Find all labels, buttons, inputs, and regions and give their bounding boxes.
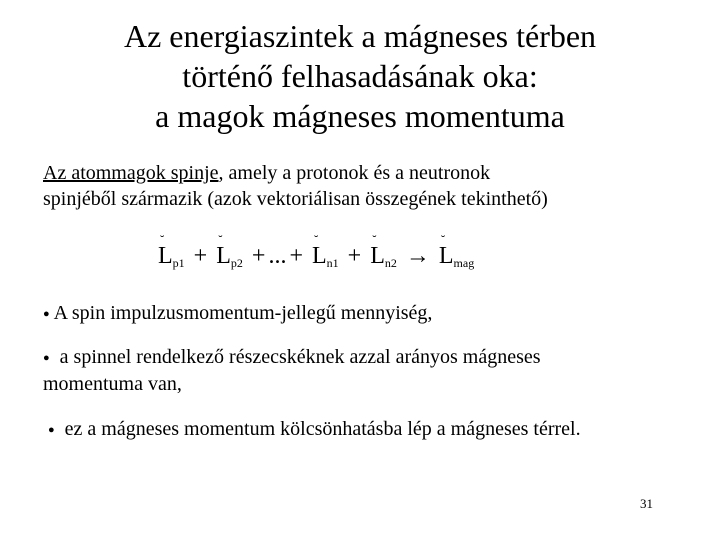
- vector-mark: ˘: [372, 232, 377, 247]
- vector-mark: ˘: [313, 232, 319, 247]
- vector-mark: ˘: [160, 232, 165, 247]
- plus-sign: +: [251, 243, 266, 269]
- intro-line-2: spinjéből származik (azok vektoriálisan összegének tekinthető): [43, 188, 548, 210]
- bullet-text-3: ez a mágneses momentum kölcsönhatásba lép a mágneses térrel.: [64, 418, 581, 440]
- vector-mark: ˘: [218, 232, 223, 247]
- vector-mark: ˘: [440, 232, 446, 247]
- term-l-p1: ˘ $L_{p1}$: [158, 232, 185, 270]
- bullet-item-3: [48, 416, 708, 443]
- plus-sign: +: [193, 243, 208, 269]
- bullet-dot-icon: ●: [43, 352, 50, 364]
- bullet-text-1: A spin impulzusmomentum-jellegű mennyiség,: [53, 302, 433, 324]
- title-line-3: a magok mágneses momentuma: [155, 98, 565, 134]
- page-number: 31: [640, 496, 653, 511]
- bullet-text-2-line-1: a spinnel rendelkező részecskéknek azzal arányos mágneses: [59, 346, 541, 368]
- bullet-dot-icon: ●: [48, 424, 55, 436]
- spin-sum-formula: [158, 232, 475, 281]
- arrow-icon: →: [405, 243, 430, 269]
- bullet-item-2: [43, 344, 703, 397]
- ellipsis: ...: [268, 243, 287, 269]
- intro-underlined-term: Az atommagok spinje: [43, 162, 219, 184]
- title-line-2: történő felhasadásának oka:: [182, 58, 538, 94]
- plus-sign: +: [289, 243, 303, 269]
- term-l-mag: ˘ $L_{mag}$: [438, 232, 475, 270]
- bullet-text-2-line-2: momentuma van,: [43, 373, 182, 395]
- slide-title: [40, 16, 680, 136]
- term-l-n2: ˘ $L_{n2}$: [370, 232, 397, 270]
- intro-paragraph: [43, 160, 703, 212]
- intro-text-rest: , amely a protonok és a neutronok: [218, 162, 491, 184]
- plus-sign: +: [347, 243, 362, 269]
- term-l-n1: ˘ $L_{n1}$: [311, 232, 339, 270]
- title-line-1: Az energiaszintek a mágneses térben: [123, 18, 597, 54]
- term-l-p2: ˘ $L_{p2}$: [216, 232, 243, 270]
- bullet-item-1: [43, 300, 703, 327]
- bullet-dot-icon: ●: [43, 308, 50, 320]
